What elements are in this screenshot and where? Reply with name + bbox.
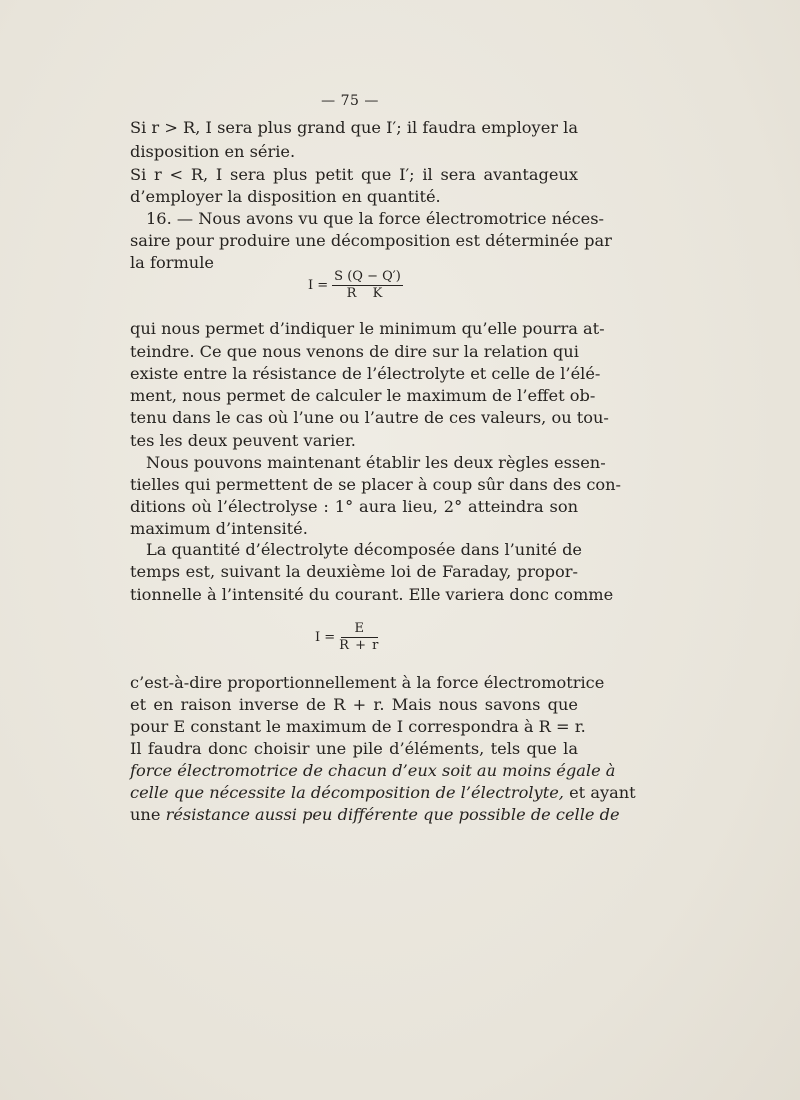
text-line	[130, 804, 620, 826]
roman-span: et ayant	[563, 783, 636, 802]
text-line: saire pour produire une décomposition est déterminée par	[130, 231, 612, 250]
text-line: tionnelle à l’intensité du courant. Elle variera donc comme	[130, 585, 614, 604]
text-line-italic: force électromotrice de chacun d’eux soit au moins égale à	[130, 761, 616, 780]
formula-denominator: R K	[346, 286, 389, 301]
text-line: la formule	[130, 253, 214, 272]
formula-intensity-current	[315, 622, 379, 653]
text-line: qui nous permet d’indiquer le minimum qu’elle pourra at-	[130, 319, 605, 338]
formula-denominator: R + r	[339, 638, 380, 653]
formula-numerator: E	[341, 622, 379, 638]
text-line: maximum d’intensité.	[130, 519, 308, 538]
formula-fraction	[339, 622, 379, 653]
text-line: Si r > R, I sera plus grand que I′; il faudra employer la	[130, 118, 578, 137]
text-line: Il faudra donc choisir une pile d’éléments, tels que la	[130, 739, 578, 758]
italic-span: celle que nécessite la décomposition de l’électrolyte,	[130, 783, 564, 802]
roman-span: une	[130, 805, 166, 824]
italic-span: résistance aussi peu différente que possible de celle de	[165, 805, 620, 824]
formula-fraction	[332, 270, 403, 301]
formula-lhs: I =	[308, 277, 329, 293]
text-line: et en raison inverse de R + r. Mais nous savons que	[130, 695, 578, 714]
text-line: temps est, suivant la deuxième loi de Faraday, propor-	[130, 562, 578, 581]
text-line: d’employer la disposition en quantité.	[130, 187, 441, 206]
text-line	[130, 782, 636, 804]
text-line: tielles qui permettent de se placer à coup sûr dans des con-	[130, 475, 622, 494]
formula-intensity-decomposition	[308, 270, 403, 301]
text-line: tenu dans le cas où l’une ou l’autre de ces valeurs, ou tou-	[130, 408, 609, 427]
text-line: 16. — Nous avons vu que la force électromotrice néces-	[146, 209, 605, 228]
text-line: ditions où l’électrolyse : 1° aura lieu, 2° atteindra son	[130, 497, 578, 516]
text-line: Si r < R, I sera plus petit que I′; il sera avantageux	[130, 165, 578, 184]
text-line: pour E constant le maximum de I correspondra à R = r.	[130, 717, 586, 736]
formula-numerator: S (Q − Q′)	[334, 269, 401, 284]
text-line: La quantité d’électrolyte décomposée dans l’unité de	[146, 540, 583, 559]
text-line: tes les deux peuvent varier.	[130, 431, 356, 450]
text-line: ment, nous permet de calculer le maximum de l’effet ob-	[130, 386, 596, 405]
text-line: Nous pouvons maintenant établir les deux règles essen-	[146, 453, 606, 472]
text-line: c’est-à-dire proportionnellement à la force électromotrice	[130, 673, 605, 692]
text-line: existe entre la résistance de l’électrolyte et celle de l’élé-	[130, 364, 601, 383]
text-line: teindre. Ce que nous venons de dire sur la relation qui	[130, 342, 579, 361]
page-number: — 75 —	[321, 93, 379, 109]
text-line: disposition en série.	[130, 142, 296, 161]
formula-lhs: I =	[315, 629, 336, 645]
